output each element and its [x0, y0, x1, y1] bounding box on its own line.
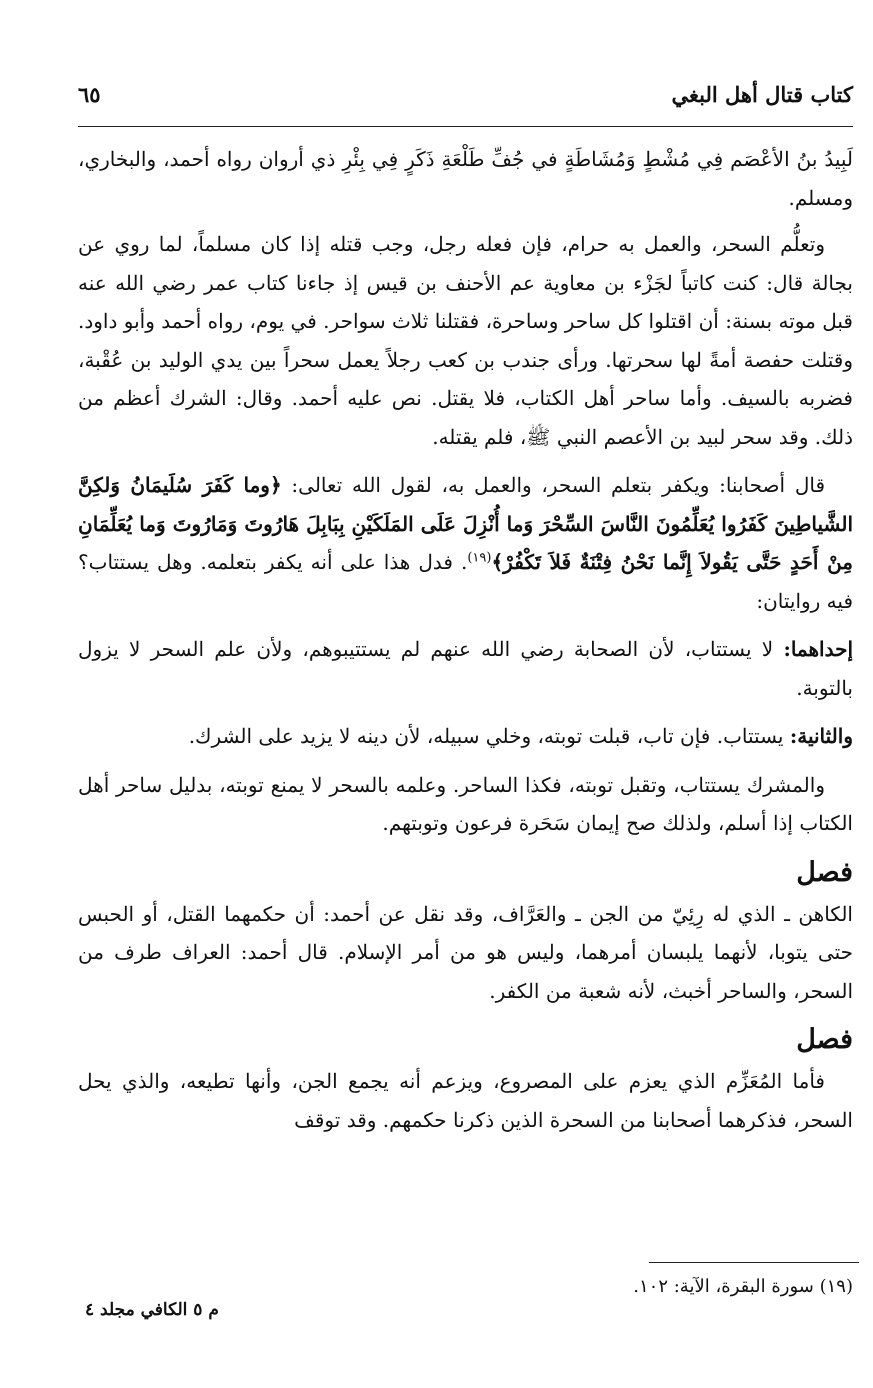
paragraph-7: الكاهن ـ الذي له رِئِيّ من الجن ـ والعَرَّاف، وقد نقل عن أحمد: أن حكمهما القتل، أو الحبس حتى يتوبا، لأنهما يلبسان أمرهما، وليس هو من أمر الإسلام. قال أحمد: العراف طرف من السحر، والساحر أخبث، لأنه شعبة من الكفر. — [78, 901, 853, 1003]
running-title: كتاب قتال أهل البغي — [671, 82, 853, 107]
section-heading-2: فصل — [796, 1024, 853, 1055]
page-header — [78, 82, 853, 122]
volume-signature: م ٥ الكافي مجلد ٤ — [85, 1300, 219, 1320]
paragraph-3 — [78, 466, 853, 620]
paragraph-6: والمشرك يستتاب، وتقبل توبته، فكذا الساحر. وعلمه بالسحر لا يمنع توبته، بدليل ساحر أهل الكتاب إذا أسلم، ولذلك صح إيمان سَحَرة فرعون وتوبتهم. — [78, 772, 853, 835]
paragraph-4 — [78, 630, 853, 707]
quran-verse: ﴿وما كَفَرَ سُلَيمَانُ وَلكِنَّ الشَّياطِينَ كَفَرُوا يُعَلِّمُونَ النَّاسَ السِّحْرَ وَما أُنْزِلَ عَلَى المَلَكَيْنِ بِبَابِلَ هَارُوتَ وَمَارُوتَ وَما يُعَلِّمَانِ مِنْ أَحَدٍ حَتَّى يَقُولاَ إِنَّما نَحْنُ فِتْنَةٌ فَلاَ تَكْفُرْ﴾ — [78, 473, 854, 574]
paragraph-4-text: لا يستتاب، لأن الصحابة رضي الله عنهم لم يستتيبوهم، ولأن علم السحر لا يزول بالتوبة. — [78, 637, 853, 700]
paragraph-3-lead: قال أصحابنا: ويكفر بتعلم السحر، والعمل به، لقول الله تعالى: — [291, 473, 826, 497]
paragraph-8: فأما المُعَزِّم الذي يعزم على المصروع، ويزعم أنه يجمع الجن، وأنها تطيعه، والذي يحل السحر، فذكرهما أصحابنا من السحرة الذين ذكرنا حكمهم. وقد توقف — [78, 1069, 853, 1132]
paragraph-1: لَبِيدُ بنُ الأعْصَم فِي مُشْطٍ وَمُشَاطَةٍ في جُفِّ طَلْعَةِ ذَكَرٍ فِي بِئْرِ ذي أروان رواه أحمد، والبخاري، ومسلم. — [78, 147, 853, 210]
footnote-reference: (١٩) — [467, 550, 492, 566]
main-text — [78, 140, 853, 1149]
paragraph-2: وتعلُّم السحر، والعمل به حرام، فإن فعله رجل، وجب قتله إذا كان مسلماً، لما روي عن بجالة قال: كنت كاتباً لجَزْء بن معاوية عم الأحنف بن قيس إذ جاءنا كتاب عمر رضي الله عنه قبل موته بسنة: أن اقتلوا كل ساحر وساحرة، فقتلنا ثلاث سواحر. في يوم، رواه أحمد وأبو داود. وقتلت حفصة أمةً لها سحرتها. ورأى جندب بن كعب رجلاً يعمل سحراً بين يدي الوليد بن عُقْبة، فضربه بالسيف. وأما ساحر أهل الكتاب، فلا يقتل. نص عليه أحمد. وقال: الشرك أعظم من ذلك. وقد سحر لبيد بن الأعصم النبي ﷺ، فلم يقتله. — [78, 232, 853, 449]
paragraph-3-tail: . فدل هذا على أنه يكفر بتعلمه. وهل يستتاب؟ فيه روايتان: — [78, 550, 853, 613]
page-number: ٦٥ — [78, 82, 101, 107]
first-narration-term: إحداهما: — [783, 637, 853, 661]
footnote: (١٩) سورة البقرة، الآية: ١٠٢. — [633, 1276, 853, 1297]
section-heading-1: فصل — [796, 856, 853, 888]
header-rule — [78, 126, 853, 127]
footnote-rule — [649, 1262, 859, 1263]
paragraph-5 — [78, 717, 853, 756]
paragraph-5-text: يستتاب. فإن تاب، قبلت توبته، وخلي سبيله، لأن دينه لا يزيد على الشرك. — [188, 724, 790, 748]
second-narration-term: والثانية: — [789, 724, 853, 748]
